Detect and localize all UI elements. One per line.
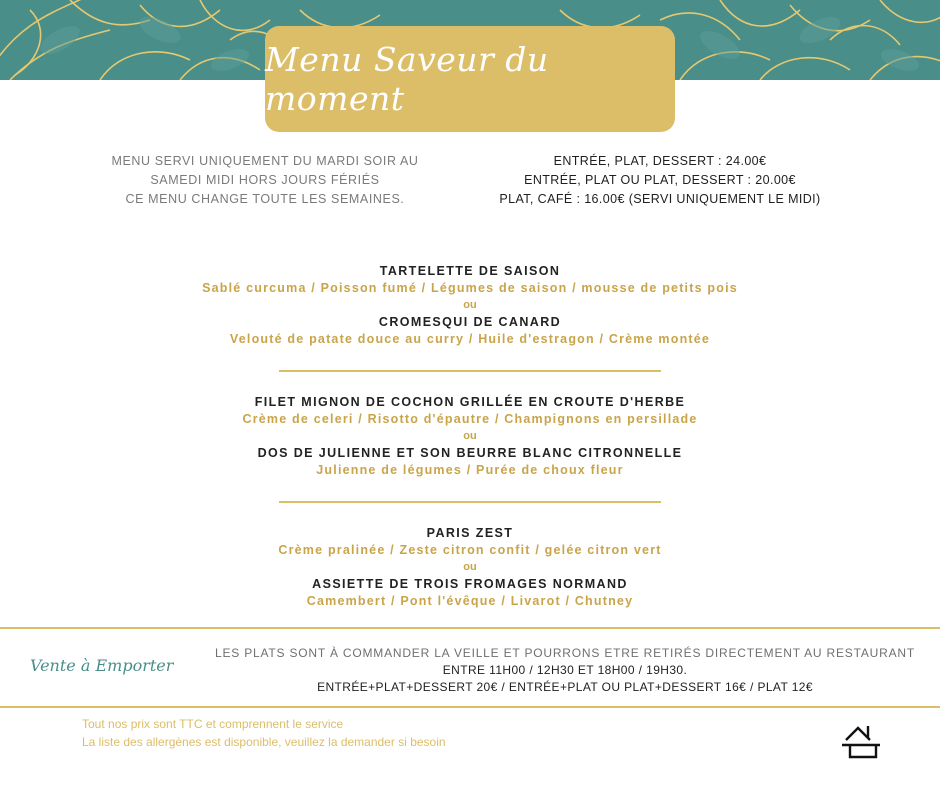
dish-name: PARIS ZEST bbox=[426, 526, 514, 540]
course-divider bbox=[279, 501, 661, 503]
service-hours-info bbox=[90, 152, 440, 209]
course-starters bbox=[0, 262, 940, 348]
house-logo-icon bbox=[840, 724, 882, 765]
takeaway-top-rule bbox=[0, 627, 940, 629]
service-hours-line: SAMEDI MIDI HORS JOURS FÉRIÉS bbox=[150, 173, 380, 187]
takeaway-line: ENTRÉE+PLAT+DESSERT 20€ / ENTRÉE+PLAT OU PLAT+DESSERT 16€ / PLAT 12€ bbox=[317, 680, 813, 694]
footer-note: La liste des allergènes est disponible, veuillez la demander si besoin bbox=[82, 735, 446, 749]
price-line: PLAT, CAFÉ : 16.00€ (SERVI UNIQUEMENT LE MIDI) bbox=[499, 192, 821, 206]
dish-description: Camembert / Pont l'évêque / Livarot / Chutney bbox=[306, 594, 634, 608]
footer-note: Tout nos prix sont TTC et comprennent le service bbox=[82, 717, 344, 731]
dish-description: Julienne de légumes / Purée de choux fleur bbox=[316, 463, 624, 477]
or-separator: ou bbox=[463, 561, 477, 573]
dish-name: CROMESQUI DE CANARD bbox=[378, 315, 562, 329]
takeaway-info bbox=[200, 645, 930, 696]
service-hours-line: MENU SERVI UNIQUEMENT DU MARDI SOIR AU bbox=[111, 154, 419, 168]
price-info bbox=[470, 152, 850, 209]
dish-description: Crème de celeri / Risotto d'épautre / Champignons en persillade bbox=[242, 412, 698, 426]
price-line: ENTRÉE, PLAT, DESSERT : 24.00€ bbox=[553, 154, 767, 168]
dish-description: Velouté de patate douce au curry / Huile d'estragon / Crème montée bbox=[229, 332, 711, 346]
service-hours-line: CE MENU CHANGE TOUTE LES SEMAINES. bbox=[125, 192, 405, 206]
dish-name: TARTELETTE DE SAISON bbox=[379, 264, 561, 278]
menu-title: Menu Saveur du moment bbox=[265, 40, 549, 118]
dish-name: FILET MIGNON DE COCHON GRILLÉE EN CROUTE D'HERBE bbox=[254, 395, 686, 409]
takeaway-line: ENTRE 11H00 / 12H30 ET 18H00 / 19H30. bbox=[442, 663, 688, 677]
dish-description: Sablé curcuma / Poisson fumé / Légumes de saison / mousse de petits pois bbox=[202, 281, 738, 295]
takeaway-bottom-rule bbox=[0, 706, 940, 708]
takeaway-line: LES PLATS SONT À COMMANDER LA VEILLE ET POURRONS ETRE RETIRÉS DIRECTEMENT AU RESTAURANT bbox=[215, 646, 915, 660]
menu-title-panel bbox=[265, 26, 675, 132]
menu-courses bbox=[0, 262, 940, 610]
course-mains bbox=[0, 393, 940, 479]
or-separator: ou bbox=[463, 299, 477, 311]
or-separator: ou bbox=[463, 430, 477, 442]
takeaway-logo: Vente à Emporter bbox=[30, 656, 174, 675]
course-desserts bbox=[0, 524, 940, 610]
dish-description: Crème pralinée / Zeste citron confit / gelée citron vert bbox=[278, 543, 662, 557]
dish-name: ASSIETTE DE TROIS FROMAGES NORMAND bbox=[312, 577, 628, 591]
footer-notes bbox=[82, 715, 446, 751]
dish-name: DOS DE JULIENNE ET SON BEURRE BLANC CITRONNELLE bbox=[257, 446, 683, 460]
course-divider bbox=[279, 370, 661, 372]
price-line: ENTRÉE, PLAT OU PLAT, DESSERT : 20.00€ bbox=[524, 173, 796, 187]
